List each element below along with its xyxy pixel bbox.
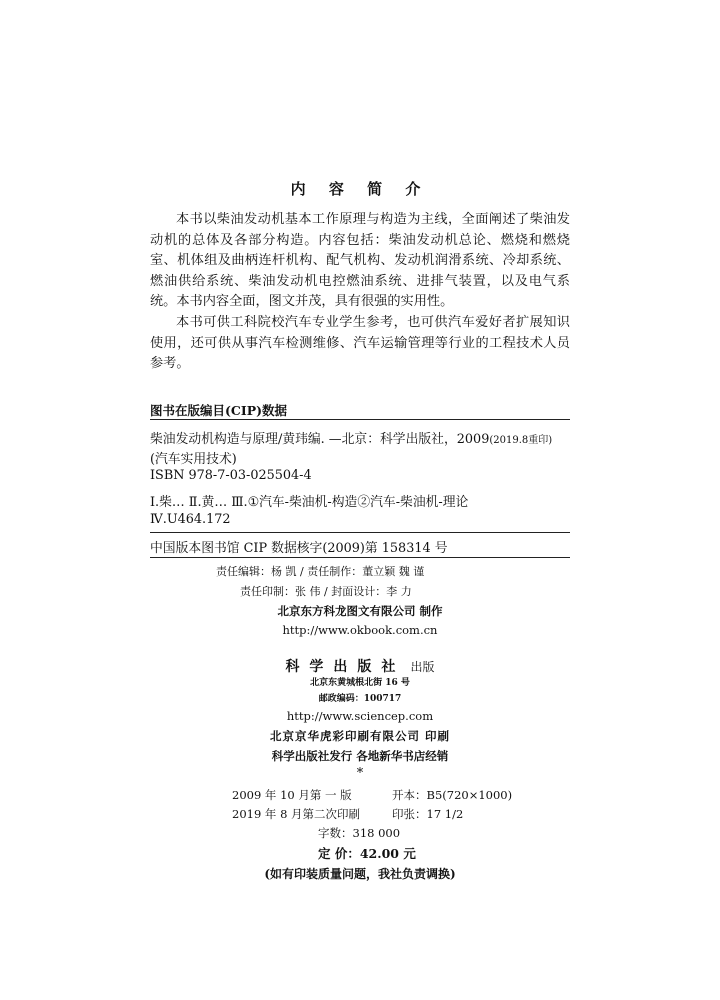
intro-paragraph-1: 本书以柴油发动机基本工作原理与构造为主线，全面阐述了柴油发动机的总体及各部分构造。内容包括：柴油发动机总论、燃烧和燃烧室、机体组及曲柄连杆机构、配气机构、发动机润滑系统、冷却系统、燃油供给系统、柴油发动机电控燃油系统、进排气装置，以及电气系统。本书内容全面，图文并茂，具有很强的实用性。 [150,212,570,309]
publisher-name: 科学出版社 [285,659,406,675]
separator-star: * [356,766,364,781]
cip-series: (汽车实用技术) [150,452,237,467]
cip-title-line [150,428,552,447]
cip-middle-rule [150,532,570,533]
publisher-line [0,656,720,676]
cip-reprint: (2019.8重印) [489,435,553,446]
credits-production: 北京东方科龙图文有限公司 制作 [277,604,443,618]
edition-reprint: 2019 年 8 月第二次印刷 [232,807,361,821]
credits-production-url: http://www.okbook.com.cn [282,623,438,637]
price-value: 42.00 元 [359,846,416,861]
cip-title: 柴油发动机构造与原理/黄玮编. —北京：科学出版社，2009 [150,432,490,447]
edition-format: 开本：B5(720×1000) [392,788,513,802]
cip-classification-2: Ⅳ.U464.172 [150,512,231,527]
edition-words: 字数：318 000 [318,826,401,840]
publisher-printer: 北京京华虎彩印刷有限公司 印刷 [269,729,450,743]
cip-isbn: ISBN 978-7-03-025504-4 [150,468,312,483]
edition-first: 2009 年 10 月第 一 版 [232,788,352,802]
publisher-url: http://www.sciencep.com [286,709,434,723]
cip-top-rule [150,419,570,420]
intro-paragraph-2: 本书可供工科院校汽车专业学生参考，也可供汽车爱好者扩展知识使用，还可供从事汽车检测维修、汽车运输管理等行业的工程技术人员参考。 [150,315,570,371]
cip-bottom-rule [150,557,570,558]
edition-price-line [318,844,416,862]
cip-classification-1: Ⅰ.柴… Ⅱ.黄… Ⅲ.①汽车-柴油机-构造②汽车-柴油机-理论 [150,495,469,510]
credits-printing: 责任印制：张 伟 / 封面设计：李 力 [240,585,412,598]
publisher-suffix: 出版 [410,660,435,674]
credits-editors: 责任编辑：杨 凯 / 责任制作：董立颖 魏 谨 [216,565,425,578]
edition-note: (如有印装质量问题，我社负责调换) [264,867,456,881]
cip-number: 中国版本图书馆 CIP 数据核字(2009)第 158314 号 [150,541,448,556]
publisher-postcode: 邮政编码：100717 [318,694,402,704]
publisher-address: 北京东黄城根北街 16 号 [310,678,410,688]
cip-heading: 图书在版编目(CIP)数据 [150,403,288,418]
intro-title: 内 容 简 介 [290,180,430,198]
publisher-distribution: 科学出版社发行 各地新华书店经销 [271,749,449,763]
edition-sheets: 印张：17 1/2 [392,807,464,821]
price-label: 定 价： [318,846,360,861]
